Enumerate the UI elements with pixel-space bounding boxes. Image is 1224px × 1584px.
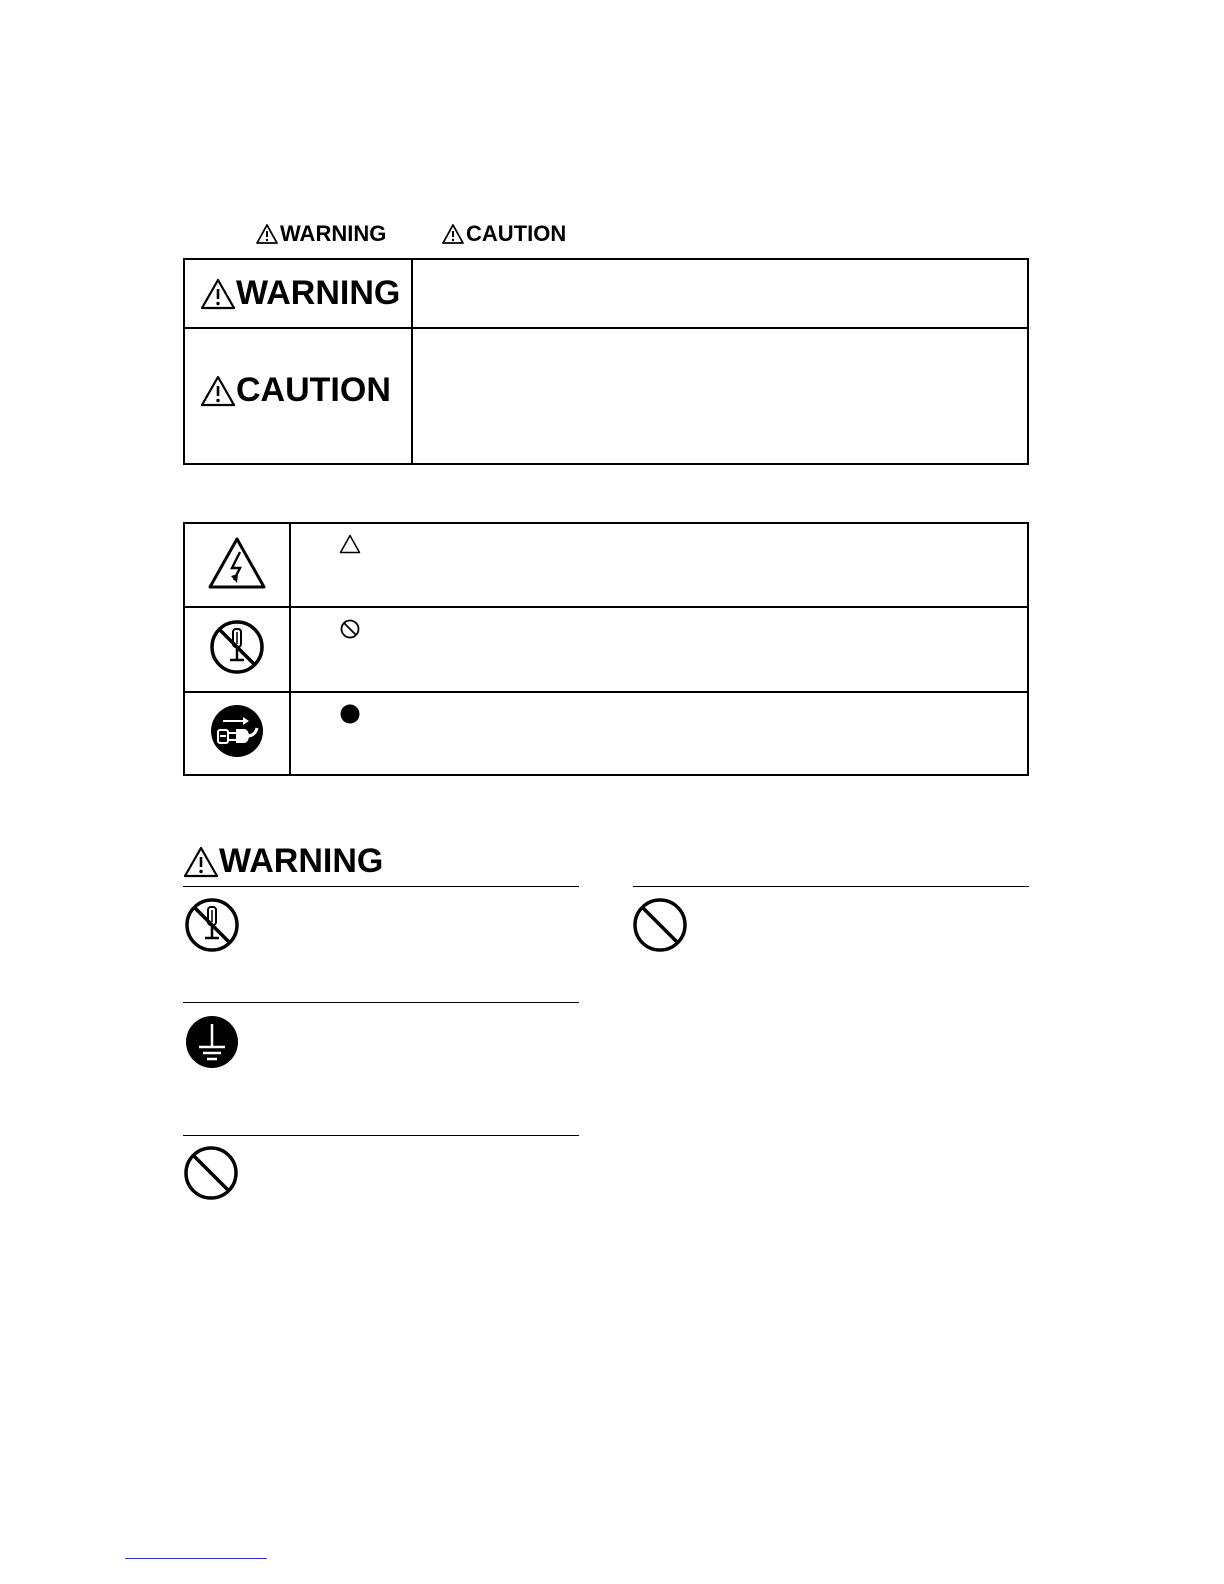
- signal-row-warning: [184, 259, 1028, 328]
- caution-signal-word: [185, 329, 411, 410]
- symbol-description-cell: [290, 523, 1028, 607]
- signal-label-cell: [184, 259, 412, 328]
- warning-section-heading: [183, 842, 383, 881]
- warning-item: [632, 897, 688, 958]
- symbol-icon-cell: [184, 692, 290, 775]
- symbol-table: [183, 522, 1029, 776]
- signal-row-caution: [184, 328, 1028, 464]
- symbol-description-cell: [290, 692, 1028, 775]
- signal-description-cell: [412, 259, 1028, 328]
- filled-circle-icon: [339, 703, 361, 725]
- symbol-description-cell: [290, 607, 1028, 692]
- prohibition-icon: [183, 1145, 239, 1201]
- warning-triangle-icon: [441, 223, 465, 245]
- legend-caution-label: CAUTION: [466, 221, 567, 246]
- symbol-icon-cell: [184, 607, 290, 692]
- signal-word-table: [183, 258, 1029, 465]
- legend-warning: [255, 221, 386, 247]
- caution-signal-label: CAUTION: [236, 371, 391, 409]
- symbol-row: [184, 523, 1028, 607]
- triangle-outline-icon: [339, 534, 361, 554]
- prohibition-circle-icon: [339, 618, 361, 640]
- warning-item: [184, 1014, 240, 1075]
- prohibition-icon: [632, 897, 688, 953]
- warning-triangle-icon: [255, 223, 279, 245]
- item-divider: [183, 1135, 579, 1136]
- do-not-disassemble-icon: [209, 619, 265, 675]
- warning-signal-label: WARNING: [236, 274, 401, 312]
- footnote-link-underline[interactable]: [125, 1558, 267, 1559]
- warning-triangle-icon: [183, 846, 219, 878]
- symbol-icon-cell: [184, 523, 290, 607]
- item-divider: [183, 886, 579, 887]
- warning-triangle-icon: [200, 278, 236, 310]
- warning-signal-word: [185, 274, 411, 313]
- do-not-disassemble-icon: [184, 897, 240, 953]
- symbol-row: [184, 692, 1028, 775]
- item-divider: [633, 886, 1029, 887]
- legend-caution: [441, 221, 566, 247]
- item-divider: [183, 1002, 579, 1003]
- legend-warning-label: WARNING: [280, 221, 387, 246]
- warning-item: [183, 1145, 239, 1206]
- warning-item: [184, 897, 240, 958]
- ground-connection-icon: [184, 1014, 240, 1070]
- signal-description-cell: [412, 328, 1028, 464]
- warning-triangle-icon: [200, 375, 236, 407]
- electric-shock-warning-icon: [207, 536, 267, 590]
- unplug-power-cord-icon: [209, 703, 265, 759]
- warning-section-title: WARNING: [219, 842, 384, 880]
- symbol-row: [184, 607, 1028, 692]
- signal-label-cell: [184, 328, 412, 464]
